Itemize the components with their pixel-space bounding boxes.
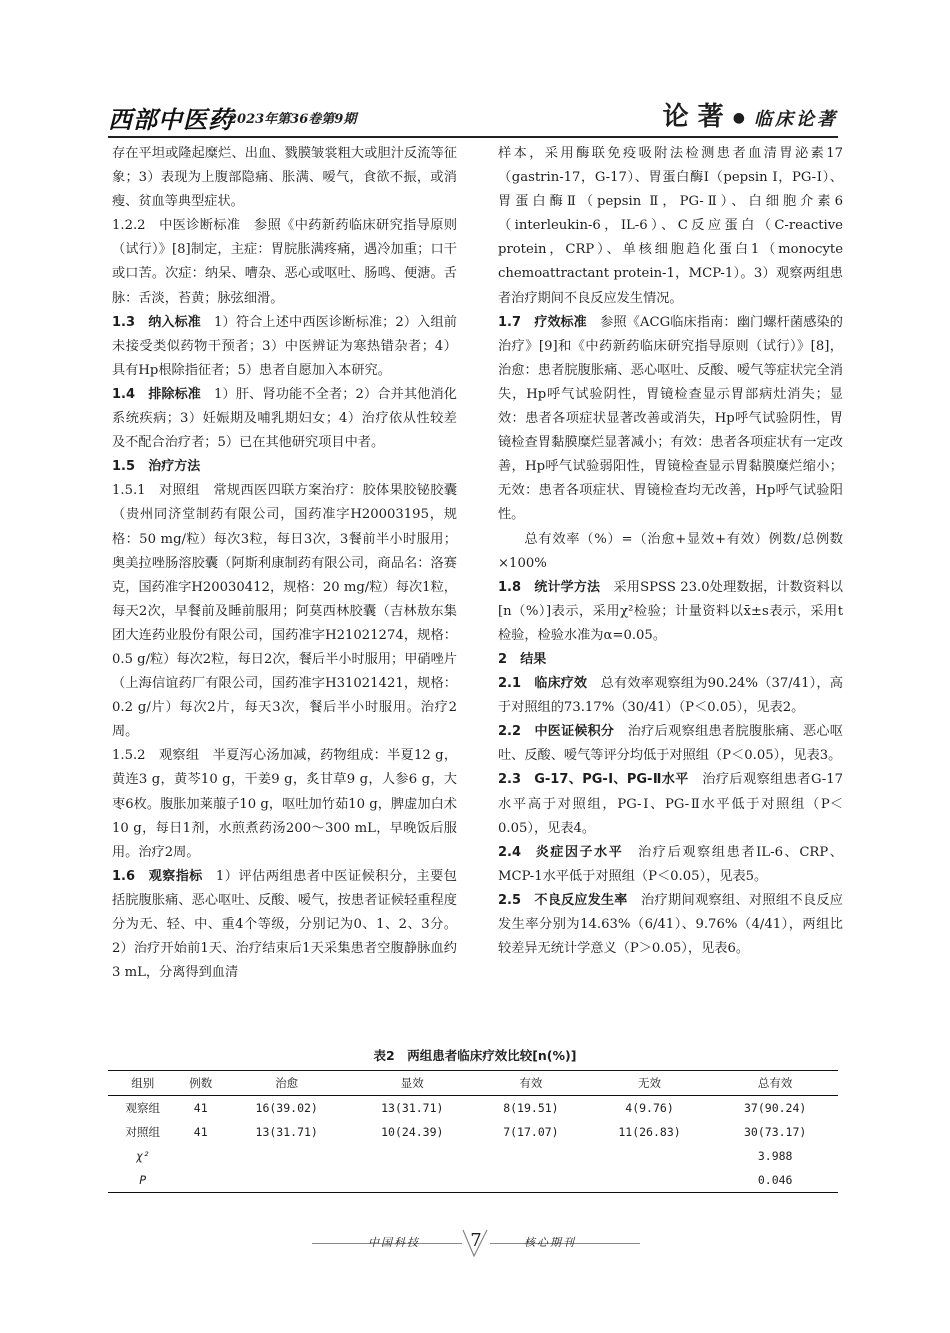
table-cell: 4(9.76): [625, 1101, 674, 1115]
table-header-cell: 例数: [178, 1071, 224, 1096]
table-cell: [224, 1144, 350, 1168]
section-number: 2.3: [498, 772, 522, 788]
section-number: 2: [498, 651, 508, 667]
section-number: 1.5.2: [112, 748, 146, 764]
efficacy-table: [108, 1070, 838, 1193]
table-cell: 8(19.51): [503, 1101, 559, 1115]
section-number: 2.5: [498, 892, 522, 908]
paragraph: [112, 383, 457, 455]
running-header: [108, 96, 838, 136]
section-number: 1.4: [112, 386, 136, 402]
paragraph: [498, 720, 843, 768]
table-cell: [349, 1144, 475, 1168]
section-number: 1.6: [112, 868, 136, 884]
left-column: [112, 142, 457, 985]
section-heading: 临床疗效: [534, 676, 588, 692]
table-cell: 13(31.71): [255, 1125, 318, 1139]
table-cell: [475, 1144, 587, 1168]
paragraph-text: 常规西医四联方案治疗：胶体果胶铋胶囊（贵州同济堂制药有限公司，国药准字H20003195，规格：50 mg/粒）每次3粒，每日3次，3餐前半小时服用；奥美拉唑肠溶胶囊（阿斯利康制药有限公司，商品名：洛赛克，国药准字H20030412，规格：20 mg/粒）每次1粒，每天2次，早餐前及睡前服用；阿莫西林胶囊（吉林敖东集团大连药业股份有限公司，国药准字H21021274，规格：0.5 g/粒）每次2粒，每日2次，餐后半小时服用；甲硝唑片（上海信谊药厂有限公司，国药准字H31021421，规格：0.2 g/片）每次2片，每天3次，餐后半小时服用。治疗2周。: [112, 483, 458, 740]
right-column: [498, 142, 843, 961]
section-heading: 疗效标准: [534, 314, 587, 330]
table-header-cell: 有效: [475, 1071, 587, 1096]
footer-right-brand: 核心期刊: [524, 1236, 576, 1249]
section-heading: 排除标准: [148, 386, 201, 402]
section-heading: 对照组: [158, 483, 200, 499]
paragraph-text: 总有效率（%）=（治愈+显效+有效）例数/总例数×100%: [498, 531, 843, 571]
table-row: [108, 1120, 838, 1144]
table-cell: 10(24.39): [381, 1125, 444, 1139]
paragraph: [498, 889, 843, 961]
section-number: 2.1: [498, 676, 522, 692]
paragraph-text: 1）符合上述中西医诊断标准；2）入组前未接受类似药物干预者；3）中医辨证为寒热错杂者；4）具有Hp根除指征者；5）患者自愿加入本研究。: [112, 314, 457, 378]
issue-info: 2023年第36卷第9期: [228, 112, 357, 127]
paragraph-text: 治疗期间观察组、对照组不良反应发生率分别为14.63%（6/41）、9.76%（4/41），两组比较差异无统计学意义（P＞0.05），见表6。: [498, 892, 843, 957]
paragraph-text: 治疗后观察组患者脘腹胀痛、恶心呕吐、反酸、嗳气等评分均低于对照组（P＜0.05），见表3。: [498, 724, 843, 764]
page-number: 7: [470, 1230, 482, 1251]
paragraph-text: 治疗后观察组患者IL-6、CRP、MCP-1水平低于对照组（P＜0.05），见表5。: [498, 844, 843, 884]
section-title: [663, 96, 838, 133]
table-caption: 表2 两组患者临床疗效比较[n(%)]: [373, 1048, 577, 1063]
paragraph-text: 样本，采用酶联免疫吸附法检测患者血清胃泌素17（gastrin-17，G-17）、胃蛋白酶Ⅰ（pepsin Ⅰ，PG-Ⅰ）、胃蛋白酶Ⅱ（pepsin Ⅱ，PG-Ⅱ）、白细胞介素6（interleukin-6，IL-6）、C反应蛋白（C-reactive protein，CRP）、单核细胞趋化蛋白1（monocyte chemoattractant protein-1，MCP-1）。3）观察两组患者治疗期间不良反应发生情况。: [498, 146, 843, 306]
table-cell: 37(90.24): [744, 1101, 807, 1115]
section-heading: 统计学方法: [534, 579, 601, 595]
table-cell: 11(26.83): [618, 1125, 681, 1139]
paragraph-text: 参照《中药新药临床研究指导原则（试行）》[8]制定，主症：胃脘胀满疼痛，遇冷加重；口干或口苦。次症：纳呆、嘈杂、恶心或呕吐、肠鸣、便溏。舌脉：舌淡，苔黄；脉弦细滑。: [112, 218, 458, 306]
paragraph-text: 1）肝、肾功能不全者；2）合并其他消化系统疾病；3）妊娠期及哺乳期妇女；4）治疗依从性较差及不配合治疗者；5）已在其他研究项目中者。: [112, 386, 457, 451]
table-cell: 13(31.71): [381, 1101, 444, 1115]
paragraph: [498, 672, 843, 720]
table-cell: [178, 1144, 224, 1168]
bullet-dot-icon: ●: [732, 110, 745, 126]
section-heading: 炎症因子水平: [534, 844, 624, 860]
journal-name: 西部中医药: [108, 105, 233, 134]
section-heading: 观察指标: [148, 868, 203, 884]
table-header-row: [108, 1071, 838, 1096]
section-number: 1.8: [498, 579, 522, 595]
paragraph: [498, 576, 843, 648]
section-heading: 不良反应发生率: [534, 892, 628, 908]
table-cell: [475, 1168, 587, 1193]
section-heading: 结果: [520, 651, 547, 667]
table-header-cell: 无效: [587, 1071, 713, 1096]
table-cell: [587, 1168, 713, 1193]
section-number: 1.5: [112, 459, 136, 475]
section-number: 1.5.1: [112, 483, 146, 499]
paragraph-text: 1）评估两组患者中医证候积分，主要包括脘腹胀痛、恶心呕吐、反酸、嗳气，按患者证候轻重程度分为无、轻、中、重4个等级，分别记为0、1、2、3分。2）治疗开始前1天、治疗结束后1天采集患者空腹静脉血约3 mL，分离得到血清: [112, 868, 457, 981]
table-cell: 对照组: [125, 1125, 161, 1139]
header-rule: [108, 136, 838, 138]
section-sub: 临床论著: [754, 109, 838, 130]
paragraph: [112, 479, 457, 744]
paragraph-text: 半夏泻心汤加减，药物组成：半夏12 g，黄连3 g，黄芩10 g，干姜9 g，炙甘草9 g，人参6 g，大枣6枚。腹胀加莱菔子10 g，呕吐加竹茹10 g，脾虚加白术10 g，每日1剂，水煎煮药汤200～300 mL，早晚饭后服用。治疗2周。: [112, 748, 458, 860]
table-row: [108, 1168, 838, 1193]
paragraph: [112, 455, 457, 479]
table-cell: 30(73.17): [744, 1125, 807, 1139]
table-cell: [587, 1144, 713, 1168]
table-row: [108, 1096, 838, 1121]
table-cell: 3.988: [757, 1149, 793, 1163]
section-heading: 中医证候积分: [534, 724, 615, 740]
paragraph: [498, 528, 843, 576]
section-heading: 观察组: [158, 748, 200, 764]
paragraph-text: 存在平坦或隆起糜烂、出血、戮膜皱裳粗大或胆汁反流等征象；3）表现为上腹部隐痛、胀满、嗳气，食欲不振，或消瘦、贫血等典型症状。: [112, 146, 457, 210]
table-cell: 41: [193, 1101, 208, 1115]
section-heading: 治疗方法: [148, 459, 201, 475]
section-heading: G-17、PG-Ⅰ、PG-Ⅱ水平: [534, 772, 689, 788]
paragraph-text: 总有效率观察组为90.24%（37/41），高于对照组的73.17%（30/41）（P＜0.05），见表2。: [498, 676, 843, 716]
table-header-cell: 治愈: [224, 1071, 350, 1096]
paragraph: [498, 768, 843, 840]
paragraph-text: 采用SPSS 23.0处理数据，计数资料以[n（%）]表示，采用χ²检验；计量资料以x̄±s表示，采用t检验，检验水准为α=0.05。: [498, 579, 843, 643]
table-cell: [224, 1168, 350, 1193]
section-number: 2.2: [498, 724, 522, 740]
paragraph: [112, 311, 457, 383]
table-row: [108, 1144, 838, 1168]
paragraph: [498, 311, 843, 528]
section-number: 1.2.2: [112, 218, 146, 234]
table-cell: 7(17.07): [503, 1125, 559, 1139]
paragraph: [112, 142, 457, 214]
paragraph-text: 治疗后观察组患者G-17水平高于对照组，PG-Ⅰ、PG-Ⅱ水平低于对照组（P＜0.05），见表4。: [498, 772, 844, 836]
section-heading: 纳入标准: [148, 314, 201, 330]
paragraph: [112, 744, 457, 864]
paragraph-text: 参照《ACG临床指南：幽门螺杆菌感染的治疗》[9]和《中药新药临床研究指导原则（试行）》[8]，治愈：患者脘腹胀痛、恶心呕吐、反酸、嗳气等症状完全消失，Hp呼气试验阴性，胃镜检查显示胃部病灶消失；显效：患者各项症状显著改善或消失，Hp呼气试验阴性，胃镜检查胃黏膜糜烂显著减小；有效：患者各项症状有一定改善，Hp呼气试验弱阳性，胃镜检查显示胃黏膜糜烂缩小；无效：患者各项症状、胃镜检查均无改善，Hp呼气试验阳性。: [498, 314, 843, 523]
section-number: 1.7: [498, 314, 522, 330]
table-cell: 观察组: [125, 1101, 161, 1115]
table-cell: [349, 1168, 475, 1193]
table-header-cell: 组别: [108, 1071, 178, 1096]
paragraph: [498, 841, 843, 889]
table-body: [108, 1096, 838, 1193]
table-header-cell: 总有效: [712, 1071, 838, 1096]
table-cell: 41: [193, 1125, 208, 1139]
paragraph: [112, 214, 457, 310]
page-footer: [0, 1226, 950, 1266]
section-number: 1.3: [112, 314, 136, 330]
table-cell: 16(39.02): [255, 1101, 318, 1115]
paragraph: [498, 142, 843, 311]
section-number: 2.4: [498, 844, 522, 860]
table-cell: P: [108, 1168, 178, 1193]
table-cell: χ²: [135, 1149, 150, 1163]
table-cell: 0.046: [712, 1168, 838, 1193]
table-cell: [178, 1168, 224, 1193]
table-header-cell: 显效: [349, 1071, 475, 1096]
section-main: 论 著: [662, 102, 724, 132]
paragraph: [112, 865, 457, 985]
paragraph: [498, 648, 843, 672]
section-heading: 中医诊断标准: [158, 218, 241, 234]
footer-left-brand: 中国科技: [368, 1236, 420, 1249]
